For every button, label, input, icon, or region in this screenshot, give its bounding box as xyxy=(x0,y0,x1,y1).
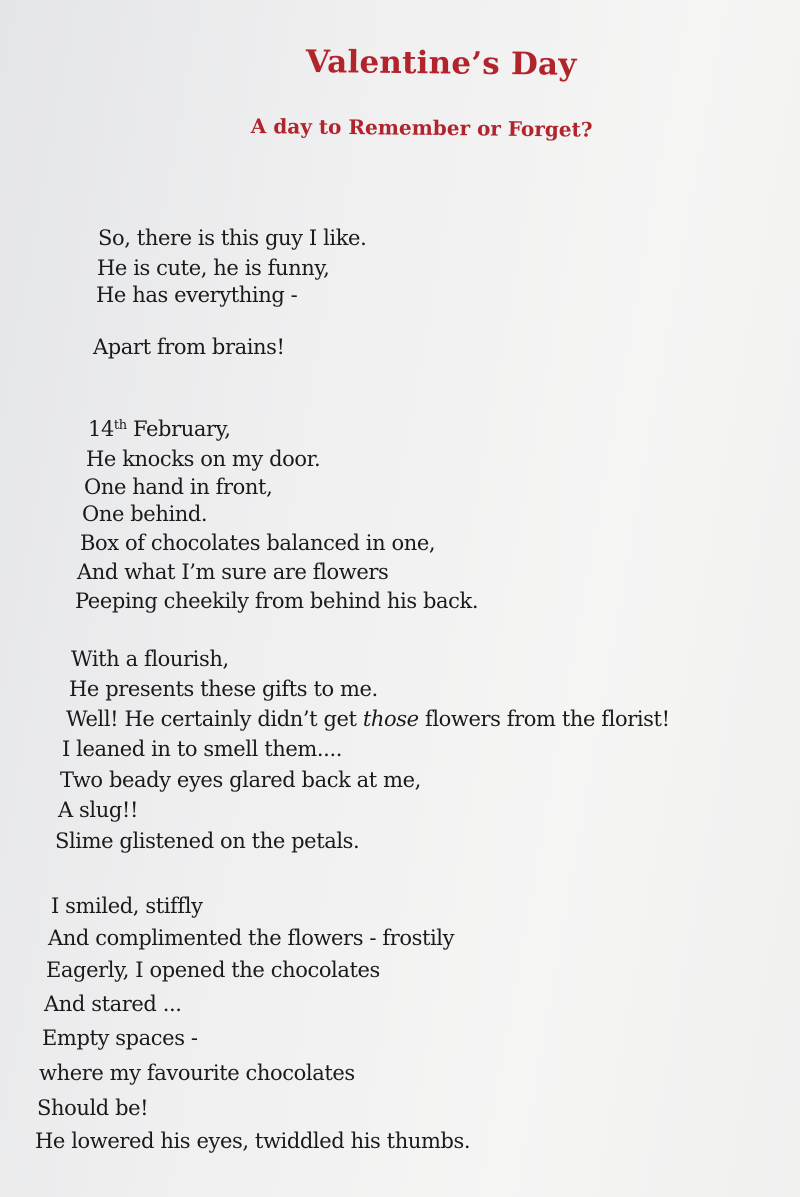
poem-line: Should be! xyxy=(37,1096,149,1120)
poem-line: I leaned in to smell them.... xyxy=(62,737,343,761)
poem-line: He is cute, he is funny, xyxy=(97,256,330,280)
poem-line: He lowered his eyes, twiddled his thumbs. xyxy=(35,1129,471,1153)
poem-line: And complimented the flowers - frostily xyxy=(48,926,455,950)
poem-line-date xyxy=(88,416,231,442)
emphasis-text: those xyxy=(362,707,419,731)
poem-line: So, there is this guy I like. xyxy=(98,226,367,250)
date-day: 14 xyxy=(88,417,114,441)
poem-line: Empty spaces - xyxy=(42,1026,198,1050)
florist-text-end: flowers from the florist! xyxy=(418,707,670,731)
florist-text-start: Well! He certainly didn’t get xyxy=(66,707,363,731)
poem-line: Two beady eyes glared back at me, xyxy=(60,768,421,792)
poem-line: One behind. xyxy=(82,502,208,526)
poem-line: I smiled, stiffly xyxy=(51,894,203,918)
poem-line: With a flourish, xyxy=(71,647,229,671)
poem-line: A slug!! xyxy=(58,798,138,822)
poem-line: He has everything - xyxy=(96,283,298,307)
poem-line-florist xyxy=(66,706,670,732)
date-month: February, xyxy=(126,417,231,441)
poem-line: Peeping cheekily from behind his back. xyxy=(75,589,479,613)
page-subtitle: A day to Remember or Forget? xyxy=(250,114,593,142)
poem-line: One hand in front, xyxy=(84,475,273,499)
poem-line: Box of chocolates balanced in one, xyxy=(80,531,436,555)
poem-line: And what I’m sure are flowers xyxy=(77,560,389,584)
poem-line: He knocks on my door. xyxy=(86,447,321,471)
poem-line: where my favourite chocolates xyxy=(39,1061,355,1085)
poem-line: Apart from brains! xyxy=(93,335,285,359)
poem-line: And stared ... xyxy=(44,992,182,1016)
poem-line: Eagerly, I opened the chocolates xyxy=(46,958,380,982)
date-suffix: th xyxy=(113,418,127,433)
page-title: Valentine’s Day xyxy=(305,44,577,83)
poem-line: Slime glistened on the petals. xyxy=(55,829,360,853)
poem-line: He presents these gifts to me. xyxy=(69,677,378,701)
